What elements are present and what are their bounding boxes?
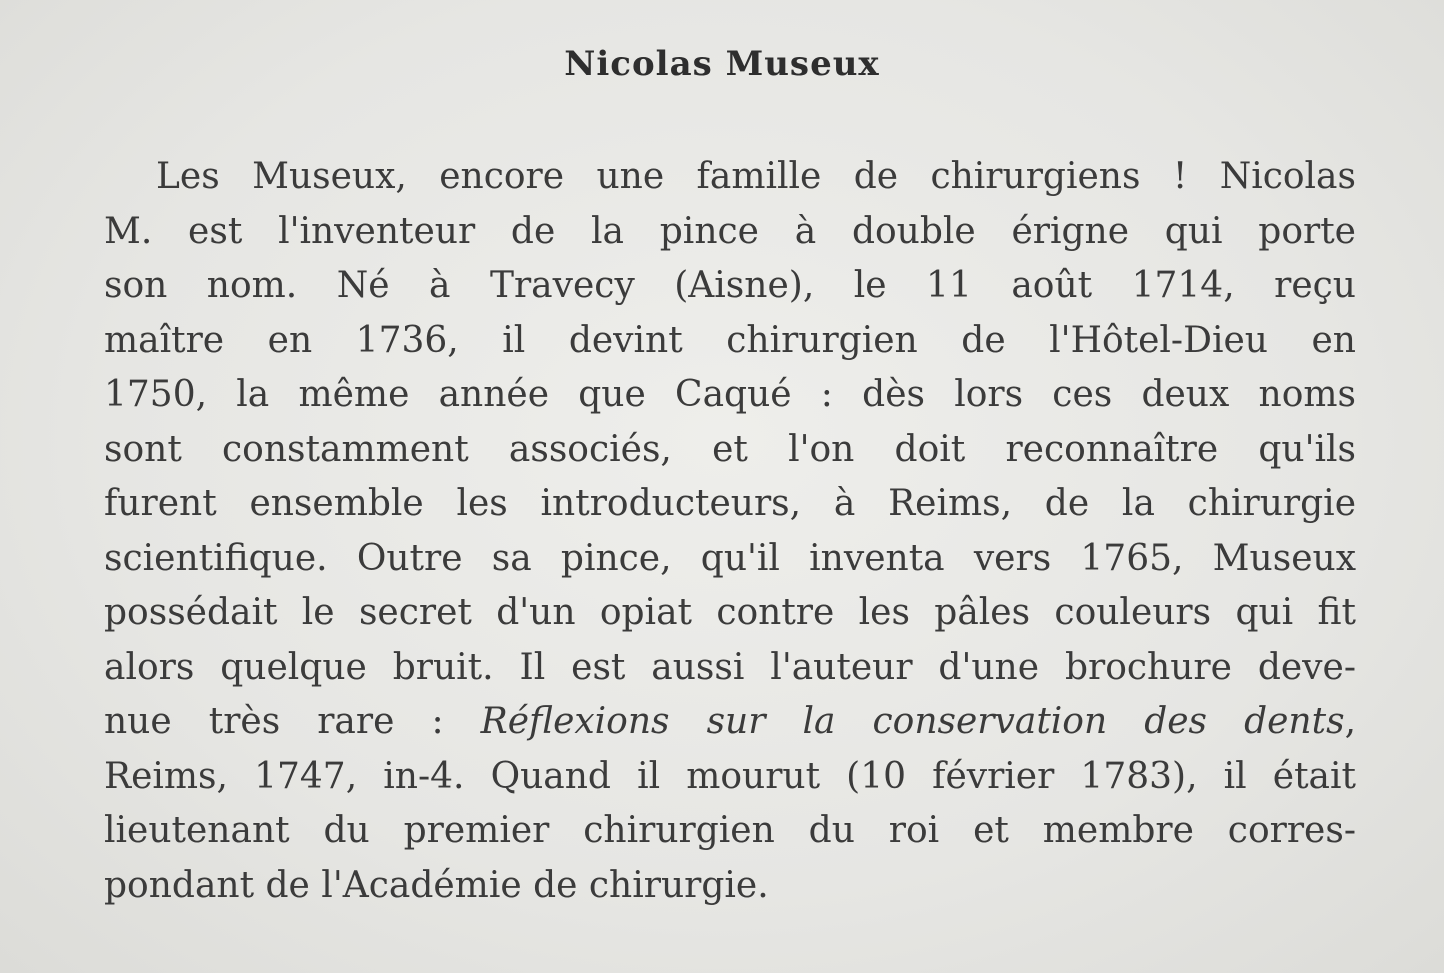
text-line-9: possédait le secret d'un opiat contre les pâles couleurs qui fit [104, 592, 1356, 633]
text-line-10: alors quelque bruit. Il est aussi l'auteur d'une brochure deve- [104, 646, 1356, 688]
text-line-8: scientifique. Outre sa pince, qu'il inventa vers 1765, Museux [104, 537, 1356, 579]
text-line-11 [104, 695, 1356, 750]
text-line-1: Les Museux, encore une famille de chirurgiens ! Nicolas [156, 156, 1356, 197]
text-line-7: furent ensemble les introducteurs, à Reims, de la chirurgie [104, 483, 1356, 524]
text-line-2: M. est l'inventeur de la pince à double érigne qui porte [104, 210, 1356, 252]
line-11-start: nue très rare : [104, 701, 481, 742]
text-line-14: pondant de l'Académie de chirurgie. [104, 864, 769, 906]
text-line-13: lieutenant du premier chirurgien du roi et membre corres- [104, 810, 1356, 851]
book-title-italic: Réflexions sur la conservation des dents [480, 701, 1345, 742]
section-title: Nicolas Museux [564, 44, 880, 84]
text-line-4: maître en 1736, il devint chirurgien de l'Hôtel-Dieu en [104, 319, 1356, 361]
text-line-3: son nom. Né à Travecy (Aisne), le 11 août 1714, reçu [104, 265, 1356, 306]
text-line-5: 1750, la même année que Caqué : dès lors ces deux noms [104, 374, 1356, 415]
text-line-6: sont constamment associés, et l'on doit reconnaître qu'ils [104, 428, 1356, 470]
text-line-12: Reims, 1747, in-4. Quand il mourut (10 février 1783), il était [104, 755, 1356, 797]
body-paragraph [104, 150, 1356, 913]
line-11-end: , [1344, 701, 1357, 742]
